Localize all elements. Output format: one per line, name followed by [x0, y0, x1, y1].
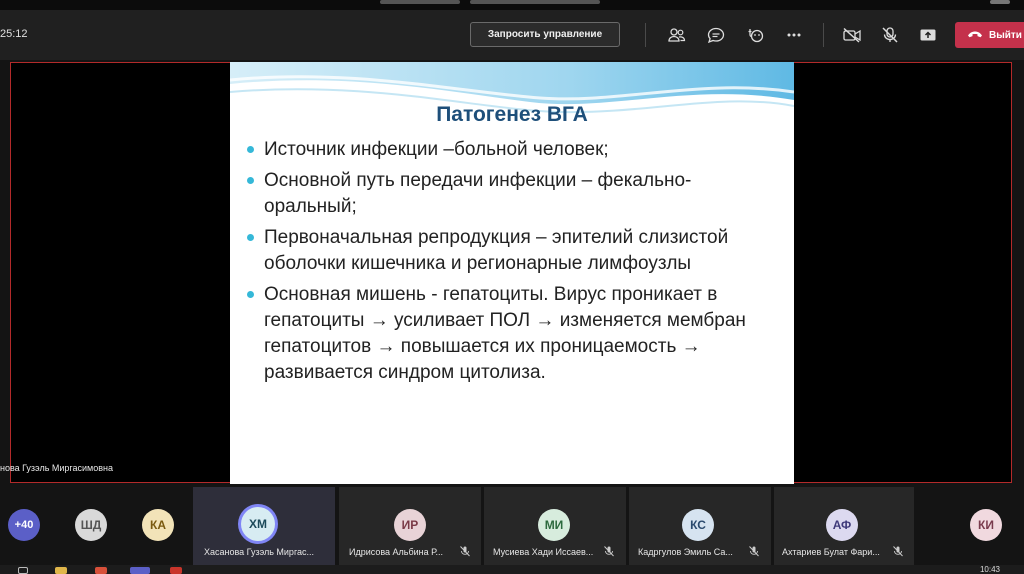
mic-off-icon: [604, 546, 614, 557]
participant-avatar: МИ: [538, 509, 570, 541]
folder-icon[interactable]: [55, 567, 67, 574]
app-icon[interactable]: [170, 567, 182, 574]
taskbar-clock: 10:43: [979, 565, 1000, 574]
leave-label: Выйти: [989, 29, 1022, 41]
more-participants-button[interactable]: +40: [8, 509, 40, 541]
mic-off-icon: [749, 546, 759, 557]
bullet-dot-icon: [247, 234, 254, 241]
toolbar-divider: [823, 23, 824, 47]
meeting-timer: 25:12: [0, 28, 28, 40]
slide-bullet: Первоначальная репродукция – эпителий слизистой оболочки кишечника и регионарные лимфоузлы: [246, 225, 781, 277]
browser-icon[interactable]: [95, 567, 107, 574]
participant-avatar[interactable]: ШД: [75, 509, 107, 541]
participant-tile-active[interactable]: [193, 487, 335, 565]
participant-name: Кадргулов Эмиль Са...: [638, 547, 733, 557]
start-icon[interactable]: [18, 567, 28, 574]
more-icon[interactable]: [782, 24, 806, 46]
participant-name: Идрисова Альбина Р...: [349, 547, 443, 557]
slide-bullet: Основной путь передачи инфекции – фекально-оральный;: [246, 168, 781, 220]
reactions-icon[interactable]: [743, 24, 767, 46]
participant-avatar: ИР: [394, 509, 426, 541]
title-fragment: [470, 0, 600, 4]
slide-bullet-list: [246, 137, 781, 391]
share-icon[interactable]: [916, 24, 940, 46]
participant-tile[interactable]: [339, 487, 481, 565]
people-icon[interactable]: [665, 24, 689, 46]
participant-name: Ахтариев Булат Фари...: [782, 547, 880, 557]
participant-tile[interactable]: [629, 487, 771, 565]
mic-off-icon[interactable]: [878, 24, 902, 46]
bullet-dot-icon: [247, 177, 254, 184]
mic-off-icon: [893, 546, 903, 557]
presentation-slide: [230, 62, 794, 484]
phone-icon: [967, 29, 983, 42]
bullet-dot-icon: [247, 146, 254, 153]
teams-icon[interactable]: [130, 567, 150, 574]
slide-bullet: Источник инфекции –больной человек;: [246, 137, 781, 163]
camera-off-icon[interactable]: [840, 24, 864, 46]
meeting-toolbar: [0, 10, 1024, 60]
title-fragment: [380, 0, 460, 4]
mic-off-icon: [460, 546, 470, 557]
participant-avatar[interactable]: КА: [142, 509, 174, 541]
participant-avatar: ХМ: [241, 507, 275, 541]
presenter-name-label: нова Гузэль Миргасимовна: [0, 463, 113, 473]
leave-button[interactable]: [955, 22, 1024, 48]
slide-bullet: Основная мишень - гепатоциты. Вирус проникает в гепатоциты → усиливает ПОЛ → изменяется мембран гепатоцитов → повышается их проницаемость → развивается синдром цитолиза.: [246, 282, 781, 386]
participant-avatar[interactable]: КИ: [970, 509, 1002, 541]
participant-name: Мусиева Хади Иссаев...: [493, 547, 594, 557]
participant-tile[interactable]: [484, 487, 626, 565]
slide-wave-decoration: [230, 62, 794, 142]
bullet-dot-icon: [247, 291, 254, 298]
window-title-strip: [0, 0, 1024, 10]
request-control-button[interactable]: Запросить управление: [470, 22, 620, 47]
participants-strip: [0, 487, 1024, 565]
toolbar-divider: [645, 23, 646, 47]
participant-tile[interactable]: [774, 487, 914, 565]
title-fragment: [990, 0, 1010, 4]
participant-avatar: АФ: [826, 509, 858, 541]
participant-avatar: КС: [682, 509, 714, 541]
chat-icon[interactable]: [704, 24, 728, 46]
os-taskbar: [0, 565, 1024, 574]
participant-name: Хасанова Гузэль Миргас...: [204, 547, 315, 557]
slide-title: Патогенез ВГА: [436, 103, 588, 126]
